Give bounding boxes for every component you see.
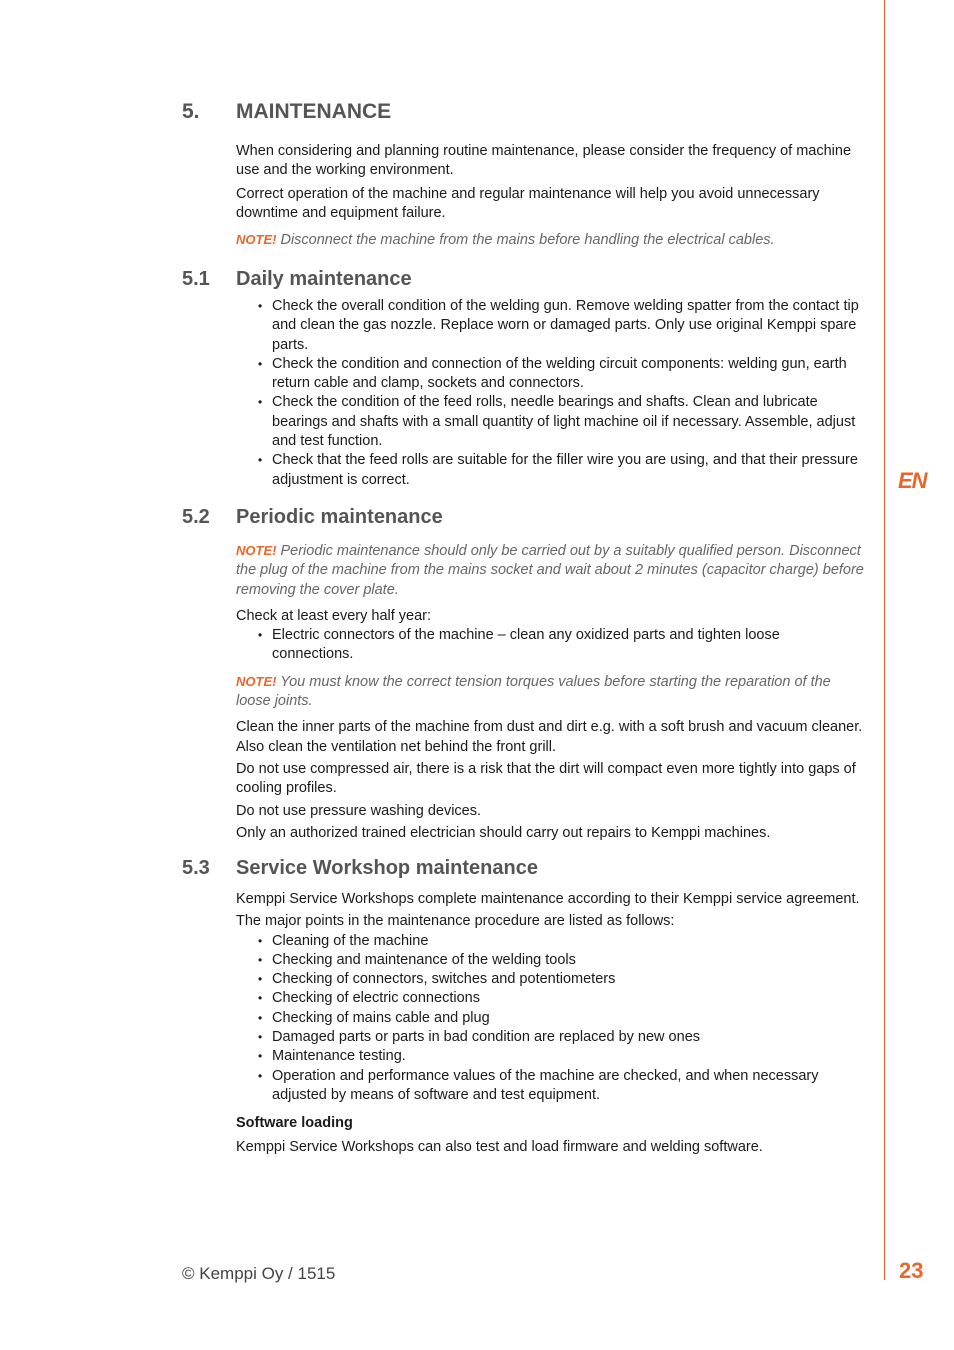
section-5-3-body — [236, 890, 864, 1157]
paragraph: Check at least every half year: — [236, 607, 432, 624]
list-item: • Checking of electric connections — [236, 989, 864, 1008]
section-title: MAINTENANCE — [236, 100, 392, 123]
section-number: 5. — [182, 100, 200, 123]
section-title: Service Workshop maintenance — [236, 857, 538, 879]
paragraph: The major points in the maintenance procedure are listed as follows: — [236, 913, 675, 930]
list-item: • Check the condition of the feed rolls, needle bearings and shafts. Clean and lubricate bearings and shafts with a small quantity of light machine oil if necessary. Assemble, adjust and test function. — [236, 393, 864, 451]
paragraph: Correct operation of the machine and regular maintenance will help you avoid unnecessary downtime and equipment failure. — [236, 185, 820, 221]
list-item: • Damaged parts or parts in bad condition are replaced by new ones — [236, 1028, 864, 1047]
section-heading-5-3 — [182, 857, 538, 880]
footer-copyright: © Kemppi Oy / 1515 — [182, 1264, 336, 1283]
note-text: Periodic maintenance should only be carried out by a suitably qualified person. Disconnect the plug of the machine from the mains socket and wait about 2 minutes (capacitor charge) before removing the cover plate. — [236, 543, 864, 598]
paragraph: Do not use pressure washing devices. — [236, 802, 482, 819]
subheading: Software loading — [236, 1115, 353, 1132]
margin-rule — [884, 0, 885, 1280]
page-number: 23 — [899, 1258, 924, 1283]
note — [236, 230, 864, 250]
list-item: • Check the overall condition of the welding gun. Remove welding spatter from the contact tip and clean the gas nozzle. Replace worn or damaged parts. Only use original Kemppi spare parts. — [236, 297, 864, 355]
language-tab: EN — [898, 468, 927, 493]
paragraph: Only an authorized trained electrician should carry out repairs to Kemppi machines. — [236, 824, 771, 841]
section-heading-5-2 — [182, 506, 443, 529]
list-item: • Maintenance testing. — [236, 1047, 864, 1066]
list-item: • Checking and maintenance of the welding tools — [236, 951, 864, 970]
daily-maintenance-list — [236, 297, 864, 490]
list-item: • Check the condition and connection of the welding circuit components: welding gun, earth return cable and clamp, sockets and connectors. — [236, 355, 864, 394]
paragraph: Kemppi Service Workshops can also test and load firmware and welding software. — [236, 1138, 763, 1155]
note-label: NOTE! — [236, 673, 277, 689]
note-text: You must know the correct tension torques values before starting the reparation of the loose joints. — [236, 673, 831, 710]
list-item: • Check that the feed rolls are suitable for the filler wire you are using, and that their pressure adjustment is correct. — [236, 451, 864, 490]
paragraph: Kemppi Service Workshops complete maintenance according to their Kemppi service agreement. — [236, 891, 860, 907]
section-5-body — [236, 142, 864, 250]
list-item: • Checking of connectors, switches and potentiometers — [236, 970, 864, 989]
note-label: NOTE! — [236, 232, 277, 248]
paragraph: Do not use compressed air, there is a risk that the dirt will compact even more tightly into gaps of cooling profiles. — [236, 760, 856, 797]
section-number: 5.1 — [182, 268, 210, 290]
note — [236, 672, 864, 712]
list-item: • Cleaning of the machine — [236, 932, 864, 951]
section-number: 5.2 — [182, 506, 210, 528]
note-text: Disconnect the machine from the mains before handling the electrical cables. — [280, 232, 775, 249]
section-title: Daily maintenance — [236, 268, 412, 290]
paragraph: When considering and planning routine maintenance, please consider the frequency of machine use and the working environment. — [236, 143, 852, 179]
note — [236, 541, 864, 600]
paragraph: Clean the inner parts of the machine from dust and dirt e.g. with a soft brush and vacuum cleaner. Also clean the ventilation net behind the front grill. — [236, 719, 863, 755]
list-item: • Checking of mains cable and plug — [236, 1009, 864, 1028]
list-item: • Electric connectors of the machine – clean any oxidized parts and tighten loose connections. — [236, 626, 864, 665]
note-label: NOTE! — [236, 543, 277, 558]
section-title: Periodic maintenance — [236, 506, 443, 528]
section-heading-5-1 — [182, 268, 412, 291]
section-5-2-body — [236, 541, 864, 843]
section-number: 5.3 — [182, 857, 210, 879]
section-heading-5 — [182, 100, 391, 124]
list-item: • Operation and performance values of the machine are checked, and when necessary adjusted by means of software and test equipment. — [236, 1067, 864, 1106]
